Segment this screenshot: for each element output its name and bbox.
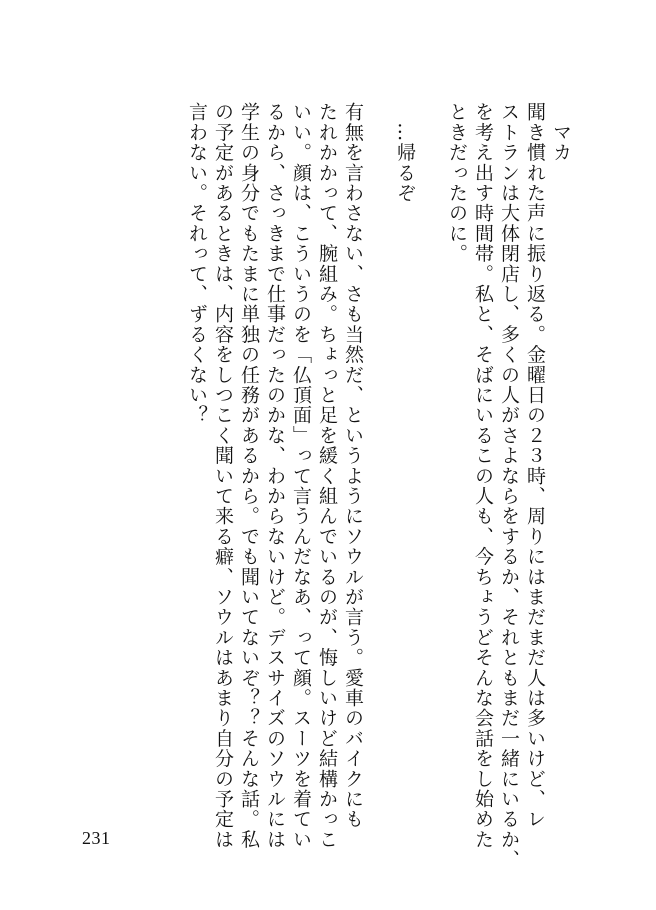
- text-line: マカ: [550, 102, 572, 163]
- blank-line: [366, 102, 392, 802]
- vertical-text-body: [184, 102, 574, 870]
- text-line: の予定があるときは、内容をしつこく聞いて来る癖、ソウルはあまり自分の予定は: [212, 102, 234, 850]
- blank-line: [418, 102, 444, 802]
- text-line: 学生の身分でもたまに単独の任務があるから。でも聞いてないぞ？？そんな話。私: [238, 102, 260, 850]
- text-line: 言わない。それって、ずるくない？: [186, 102, 208, 426]
- text-line: たれかかって、腕組み。ちょっと足を緩く組んでいるのが、悔しいけど結構かっこ: [316, 102, 338, 850]
- text-line: 聞き慣れた声に振り返る。金曜日の２３時、周りにはまだまだ人は多いけど、レ: [524, 102, 546, 830]
- text-line: ストランは大体閉店し、多くの人がさよならをするか、それともまだ一緒にいるか、: [498, 102, 520, 870]
- text-line: 有無を言わさない、さも当然だ、というようにソウルが言う。愛車のバイクにも: [342, 102, 364, 830]
- text-line: …帰るぞ: [394, 102, 416, 203]
- text-line: を考え出す時間帯。私と、そばにいるこの人も、今ちょうどそんな会話をし始めた: [472, 102, 494, 850]
- text-line: るから、さっきまで仕事だったのかな、わからないけど。デスサイズのソウルには: [264, 102, 286, 850]
- text-line: ときだったのに。: [446, 102, 468, 264]
- page-number: 231: [82, 828, 111, 848]
- text-line: いい。顔は、こういうのを「仏頂面」って言うんだなあ、って顔。スーツを着てい: [290, 102, 312, 850]
